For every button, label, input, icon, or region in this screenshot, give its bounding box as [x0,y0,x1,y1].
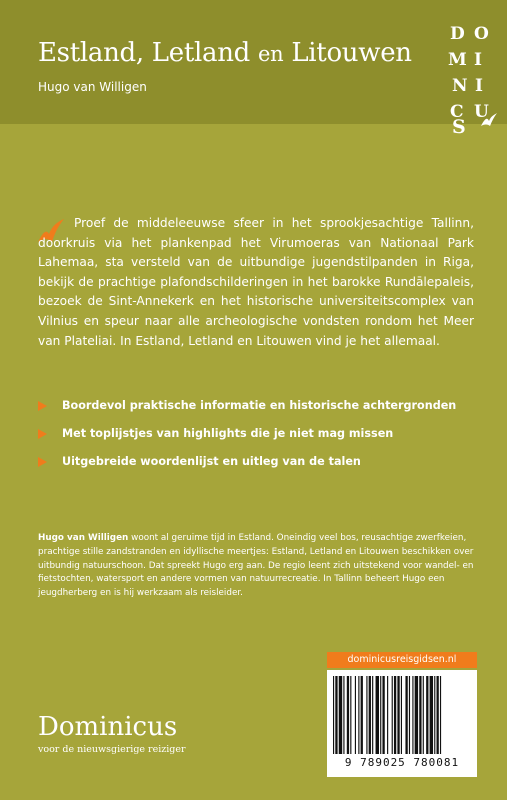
barcode-bar [440,676,441,754]
publisher-name: Dominicus [38,712,178,742]
logo-letter: D [450,24,465,44]
logo-letter: C [450,102,464,122]
barcode-bar [361,676,363,754]
logo-letter: I [475,76,483,96]
barcode-bar [394,676,396,754]
barcode-bar [339,676,342,754]
barcode-bar [355,676,356,754]
feature-list [38,398,478,482]
isbn-number: 9 789025 780081 [344,756,460,769]
bird-icon [480,112,498,130]
barcode-bar [380,676,381,754]
list-item-text: Uitgebreide woordenlijst en uitleg van de talen [62,455,361,468]
barcode-bars [333,676,471,754]
barcode-bar [430,676,433,754]
logo-letter: O [474,24,489,44]
book-title [38,38,412,68]
barcode-bar [412,676,413,754]
logo-letter: I [474,50,482,70]
triangle-bullet-icon [38,401,47,411]
triangle-bullet-icon [38,429,47,439]
barcode-bar [343,676,344,754]
barcode-bar [372,676,373,754]
barcode-bar [335,676,337,754]
logo-letter: N [452,76,468,96]
barcode-bar [437,676,439,754]
title-part-1: Estland, Letland [38,38,251,68]
title-part-2: Litouwen [291,38,412,68]
barcode-bar [434,676,435,754]
barcode-bar [409,676,410,754]
logo-letter: U [474,102,489,122]
list-item [38,426,478,454]
list-item [38,454,478,482]
publisher-tagline: voor de nieuwsgierige reiziger [38,744,186,755]
list-item [38,398,478,426]
barcode-bar [376,676,379,754]
bio-author-name: Hugo van Willigen [38,533,129,543]
barcode-bar [415,676,418,754]
barcode-bar [350,676,351,754]
list-item-text: Boordevol praktische informatie en historische achtergronden [62,399,457,412]
barcode-bar [333,676,334,754]
book-author: Hugo van Willigen [38,80,147,94]
barcode-bar [401,676,402,754]
barcode-bar [397,676,399,754]
intro-text: Proef de middeleeuwse sfeer in het sprookjesachtige Tallinn, doorkruis via het plankenpad het Virumoeras van Nationaal Park Lahemaa, sta versteld van de uitbundige jugendstilpanden in Riga, bekijk de prachtige plafondschilderingen in het barokke Rundālepaleis, bezoek de Sint-Annekerk en het historische universiteitscomplex van Vilnius en speur naar alle archeologische vondsten rondom het Meer van Plateliai. In Estland, Letland en Litouwen vind je het allemaal. [38,216,474,348]
list-item-text: Met toplijstjes van highlights die je niet mag missen [62,427,394,440]
barcode-bar [419,676,421,754]
barcode-bar [426,676,428,754]
website-label: dominicusreisgidsen.nl [327,652,477,668]
barcode-bar [382,676,384,754]
barcode-bar [405,676,407,754]
barcode [327,670,477,777]
barcode-bar [366,676,367,754]
title-connector: en [257,42,284,66]
barcode-bar [387,676,388,754]
barcode-bar [369,676,371,754]
logo-letter: S [452,116,466,138]
dominicus-logo [444,12,504,140]
logo-letter: M [448,50,467,70]
barcode-bar [347,676,349,754]
bio-text: woont al geruime tijd in Estland. Oneindig veel bos, reusachtige zwerfkeien, prachtige stille zandstranden en idyllische meertjes: Estland, Letland en Litouwen beschikken over uitbundig natuurschoon. Dat spreekt Hugo erg aan. De regio leent zich uitstekend voor wandel- en fietstochten, watersport en andere vormen van natuurrecreatie. In Tallinn beheert Hugo een jeugdherberg en is hij werkzaam als reisleider. [38,533,474,599]
author-bio [38,532,478,601]
triangle-bullet-icon [38,457,47,467]
barcode-bar [392,676,393,754]
barcode-bar [423,676,424,754]
barcode-bar [358,676,359,754]
